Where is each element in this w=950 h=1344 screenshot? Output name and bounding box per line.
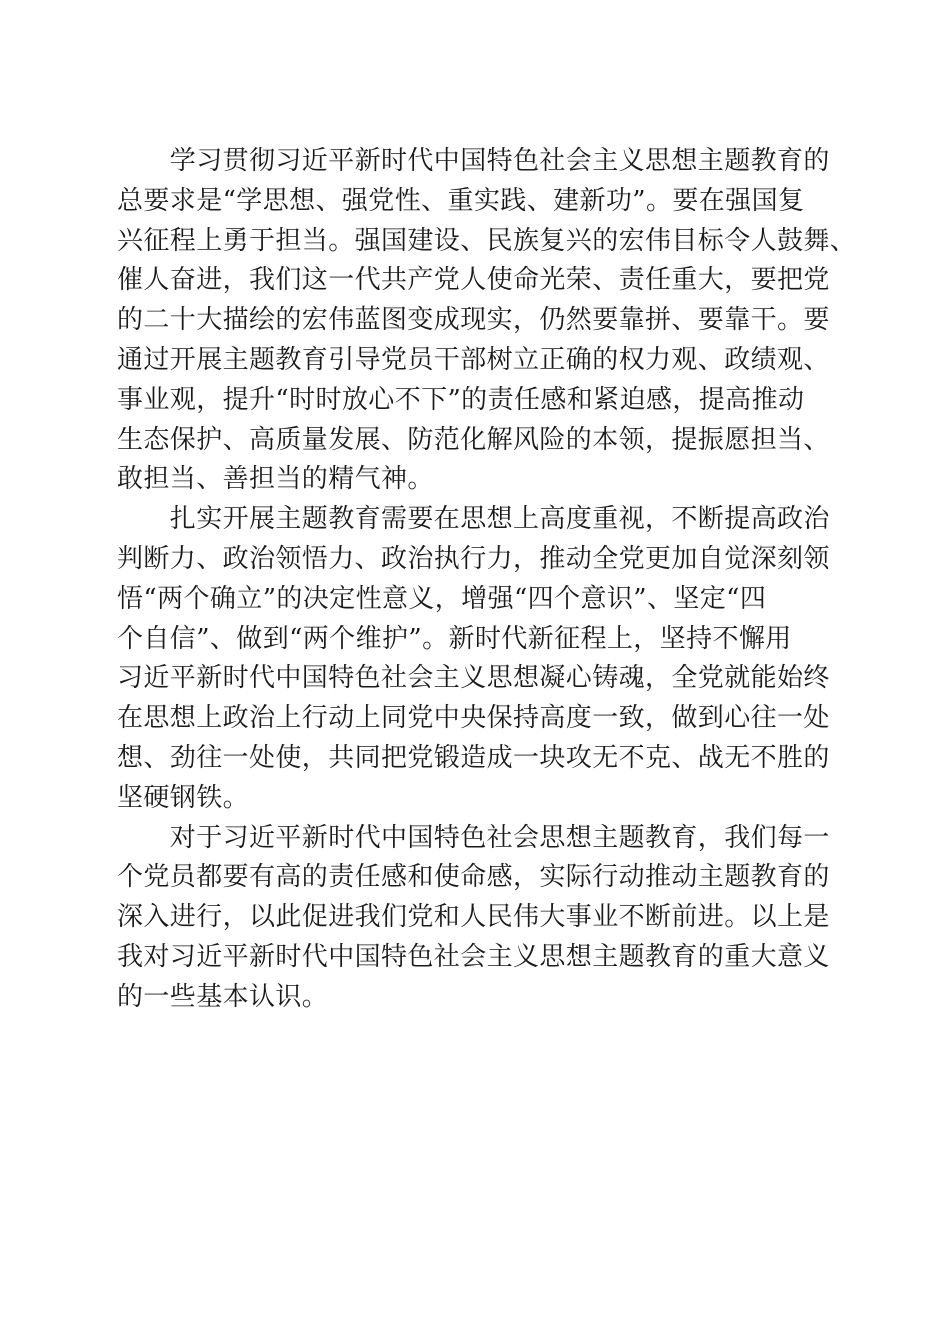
text-line: 总要求是“学思想、强党性、重实践、建新功”。要在强国复 [117, 185, 805, 216]
text-line: 想、劲往一处使，共同把党锻造成一块攻无不克、战无不胜的 [117, 742, 830, 773]
document-body [117, 142, 857, 1018]
text-line: 生态保护、高质量发展、防范化解风险的本领，提振愿担当、 [117, 424, 830, 455]
text-line: 坚硬钢铁。 [117, 782, 250, 813]
paragraph-1 [117, 142, 857, 500]
text-line: 扎实开展主题教育需要在思想上高度重视，不断提高政治 [117, 504, 830, 535]
text-line: 对于习近平新时代中国特色社会思想主题教育，我们每一 [117, 822, 830, 853]
text-line: 的一些基本认识。 [117, 981, 329, 1012]
text-line: 催人奋进，我们这一代共产党人使命光荣、责任重大，要把党 [117, 265, 830, 296]
text-line: 在思想上政治上行动上同党中央保持高度一致，做到心往一处 [117, 703, 830, 734]
text-line: 的二十大描绘的宏伟蓝图变成现实，仍然要靠拼、要靠干。要 [117, 305, 830, 336]
paragraph-2 [117, 500, 833, 818]
text-line: 悟“两个确立”的决定性意义，增强“四个意识”、坚定“四 [117, 583, 767, 614]
text-line: 深入进行，以此促进我们党和人民伟大事业不断前进。以上是 [117, 902, 830, 933]
text-line: 通过开展主题教育引导党员干部树立正确的权力观、政绩观、 [117, 344, 830, 375]
text-line: 个自信”、做到“两个维护”。新时代新征程上，坚持不懈用 [117, 623, 792, 654]
text-line: 个党员都要有高的责任感和使命感，实际行动推动主题教育的 [117, 862, 830, 893]
text-line: 我对习近平新时代中国特色社会主义思想主题教育的重大意义 [117, 941, 830, 972]
text-line: 判断力、政治领悟力、政治执行力，推动全党更加自觉深刻领 [117, 543, 830, 574]
text-line: 习近平新时代中国特色社会主义思想凝心铸魂，全党就能始终 [117, 663, 830, 694]
text-line: 兴征程上勇于担当。强国建设、民族复兴的宏伟目标令人鼓舞、 [117, 225, 857, 256]
text-line: 敢担当、善担当的精气神。 [117, 464, 434, 495]
text-line: 事业观，提升“时时放心不下”的责任感和紧迫感，提高推动 [117, 384, 805, 415]
paragraph-3 [117, 819, 833, 1018]
text-line: 学习贯彻习近平新时代中国特色社会主义思想主题教育的 [117, 146, 830, 176]
